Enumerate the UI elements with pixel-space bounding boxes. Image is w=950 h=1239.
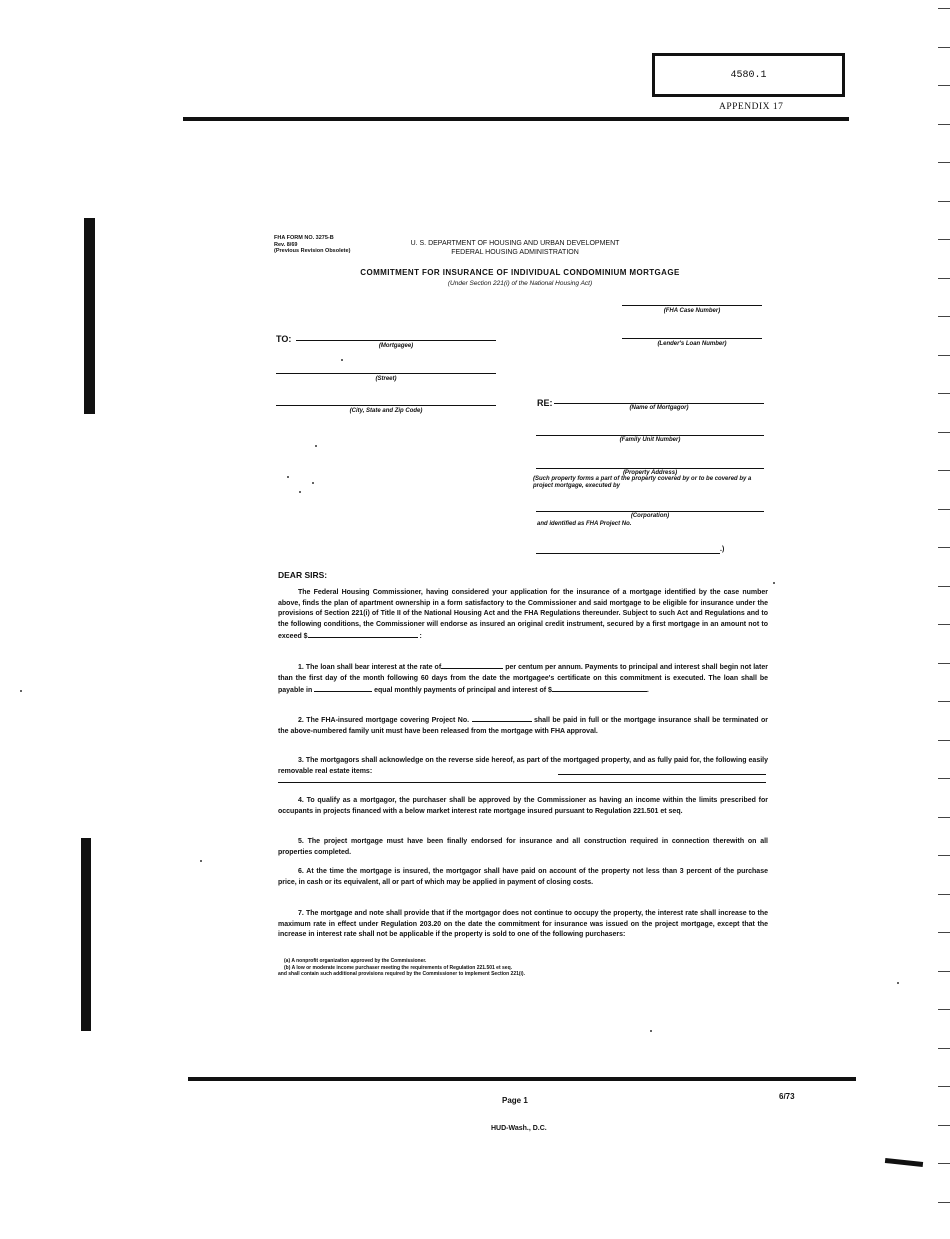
revision-date: 6/73 [779,1092,795,1101]
lender-loan-line[interactable] [622,338,762,339]
edge-dash [938,432,950,433]
edge-dash [938,971,950,972]
payment-amount-blank[interactable] [552,684,647,692]
property-note: (Such property forms a part of the property covered by or to be covered by a project mortgage, executed by [533,476,752,489]
items-line-1[interactable] [558,774,766,775]
p2-text-b: shall be paid in full or the mortgage insurance shall be terminated or the above-numbered family unit must have been released from the mortgage with FHA approval. [278,717,768,735]
rate-blank[interactable] [441,661,503,669]
edge-dash [938,817,950,818]
form-number-box [652,53,845,97]
edge-dash [938,663,950,664]
p1-text-a: 1. The loan shall bear interest at the rate of [298,664,442,671]
corporation-line[interactable] [536,511,764,512]
edge-dash [938,855,950,856]
payments-blank[interactable] [314,684,372,692]
edge-dash [938,47,950,48]
amount-blank[interactable] [308,630,418,638]
edge-dash [938,1163,950,1164]
mortgagor-line[interactable] [554,403,764,404]
lender-loan-caption: (Lender's Loan Number) [657,341,727,347]
paragraph-2 [278,714,768,737]
edge-dash [938,1048,950,1049]
edge-dash [938,201,950,202]
list-item: (b) A low or moderate income purchaser meeting the requirements of Regulation 221.501 et seq. [284,964,513,971]
agency-fha: FEDERAL HOUSING ADMINISTRATION [451,249,579,256]
project-number-blank[interactable] [472,714,532,722]
fha-case-line[interactable] [622,305,762,306]
family-unit-line[interactable] [536,435,764,436]
purchaser-list [278,958,768,978]
project-no-line[interactable] [536,553,720,554]
close-paren: .) [720,546,725,553]
edge-dash [938,162,950,163]
salutation: DEAR SIRS: [278,570,328,580]
city-caption: (City, State and Zip Code) [349,408,423,414]
binding-mark-bottom [81,838,91,1031]
edge-dash [938,1125,950,1126]
city-line[interactable] [276,405,496,406]
to-label: TO: [276,334,292,344]
mortgagee-caption: (Mortgagee) [378,343,414,349]
appendix-label: APPENDIX 17 [719,102,784,112]
edge-dash [938,740,950,741]
edge-dash [938,586,950,587]
street-line[interactable] [276,373,496,374]
paragraph-7: 7. The mortgage and note shall provide that if the mortgagor does not continue to occupy the property, the interest rate shall increase to the maximum rate in effect under Regulation 203.20 on the date the commitment for insurance was issued on the project mortgage, except that the increase in interest rate shall not be applicable if the property is sold to one of the following purchasers: [278,910,768,938]
edge-dash [938,239,950,240]
edge-dash [938,316,950,317]
agency-dept: U. S. DEPARTMENT OF HOUSING AND URBAN DEVELOPMENT [410,240,620,247]
edge-dash [938,894,950,895]
printing-place: HUD-Wash., D.C. [491,1125,547,1132]
scan-speck [315,445,317,447]
fha-form-number: FHA FORM NO. 3275-B [274,235,334,241]
edge-dash [938,778,950,779]
edge-dash [938,701,950,702]
mortgagor-caption: (Name of Mortgagor) [629,405,689,411]
paragraph-1: 1. The loan shall bear interest at the rate of per centum per annum. Payments to principal and interest shall begin not later than the first day of the month following 60 days from the date the mortgagee's certificate on this commitment is executed. The loan shall be payable in equal monthly payments of principal and interest of $ . [278,661,768,697]
identified-note: and identified as FHA Project No. [537,521,632,527]
street-caption: (Street) [375,376,397,382]
edge-dash [938,393,950,394]
form-number: 4580.1 [730,70,767,81]
paragraph-6: 6. At the time the mortgage is insured, the mortgagor shall have paid on account of the property not less than 3 percent of the purchase price, in cash or its equivalent, all or part of which may be applied in payment of closing costs. [278,868,768,886]
edge-dash [938,509,950,510]
scan-speck [773,582,775,584]
edge-dash [938,355,950,356]
binding-mark-top [84,218,95,414]
fha-form-rev: Rev. 8/69 [274,241,298,248]
edge-dash [938,624,950,625]
scan-smudge [885,1158,923,1167]
document-title: COMMITMENT FOR INSURANCE OF INDIVIDUAL CONDOMINIUM MORTGAGE [360,268,680,277]
p3-text: 3. The mortgagors shall acknowledge on the reverse side hereof, as part of the mortgaged property, and as fully paid for, the following easily removable real estate items: [278,757,768,775]
p1-text-c: equal monthly payments of principal and interest of $ [374,687,552,694]
scan-speck [650,1030,652,1032]
edge-dash [938,1086,950,1087]
edge-dash [938,470,950,471]
p2-text-a: 2. The FHA-insured mortgage covering Project No. [298,717,470,724]
scan-speck [287,476,289,478]
intro-text: The Federal Housing Commissioner, having considered your application for the insurance of a mortgage identified by the case number above, finds the plan of apartment ownership in a form satisfactory to the Commissioner and said mortgage to be eligible for insurance under the provisions of Section 221(i) of Title II of the National Housing Act and the FHA Regulations thereunder. Subject to such Act and Regulations and to the following conditions, the Commissioner will endorse as insured an original credit instrument, secured by a first mortgage in an amount not to exceed $ [278,589,768,640]
edge-dash [938,85,950,86]
list-tail: and shall contain such additional provisions required by the Commissioner to implement Section 221(i). [278,971,525,977]
items-line-2[interactable] [278,782,766,783]
property-address-caption: (Property Address) [622,470,678,476]
edge-dash [938,1009,950,1010]
page-number: Page 1 [502,1096,528,1105]
scan-speck [897,982,899,984]
fha-case-caption: (FHA Case Number) [663,308,721,314]
fha-form-obsolete: (Previous Revision Obsolete) [274,248,351,254]
corporation-caption: (Corporation) [630,513,670,519]
paragraph-4: 4. To qualify as a mortgagor, the purchaser shall be approved by the Commissioner as having an income within the limits prescribed for occupants in projects financed with a below market interest rate mortgage insured pursuant to Regulation 221.501 et seq. [278,797,768,815]
scan-speck [312,482,314,484]
bottom-rule [188,1077,856,1081]
document-subtitle: (Under Section 221(i) of the National Housing Act) [447,280,593,287]
property-address-line[interactable] [536,468,764,469]
paragraph-intro: The Federal Housing Commissioner, having considered your application for the insurance of a mortgage identified by the case number above, finds the plan of apartment ownership in a form satisfactory to the Commissioner and said mortgage to be eligible for insurance under the provisions of Section 221(i) of Title II of the National Housing Act and the FHA Regulations thereunder. Subject to such Act and Regulations and to the following conditions, the Commissioner will endorse as insured an original credit instrument, secured by a first mortgage in an amount not to exceed $ : [278,589,768,640]
family-unit-caption: (Family Unit Number) [619,437,681,443]
scan-speck [341,359,343,361]
mortgagee-line[interactable] [296,340,496,341]
re-label: RE: [537,398,553,408]
p1-text-b: per centum per annum. Payments to principal and interest shall begin not later than the first day of the month following 60 days from the date the mortgagee's certificate on this commitment is executed. The loan shall be payable in [278,664,768,694]
edge-dash [938,932,950,933]
scan-speck [20,690,22,692]
scan-speck [200,860,202,862]
edge-dash [938,547,950,548]
scan-speck [299,491,301,493]
agency-header [397,239,633,257]
paragraph-5: 5. The project mortgage must have been finally endorsed for insurance and all construction required in connection therewith on all properties completed. [278,838,768,856]
fha-form-id [274,235,350,255]
list-item: (a) A nonprofit organization approved by the Commissioner. [284,958,427,964]
top-rule [183,117,849,121]
edge-dash [938,8,950,9]
edge-dash [938,1202,950,1203]
edge-dash [938,124,950,125]
edge-dash [938,278,950,279]
